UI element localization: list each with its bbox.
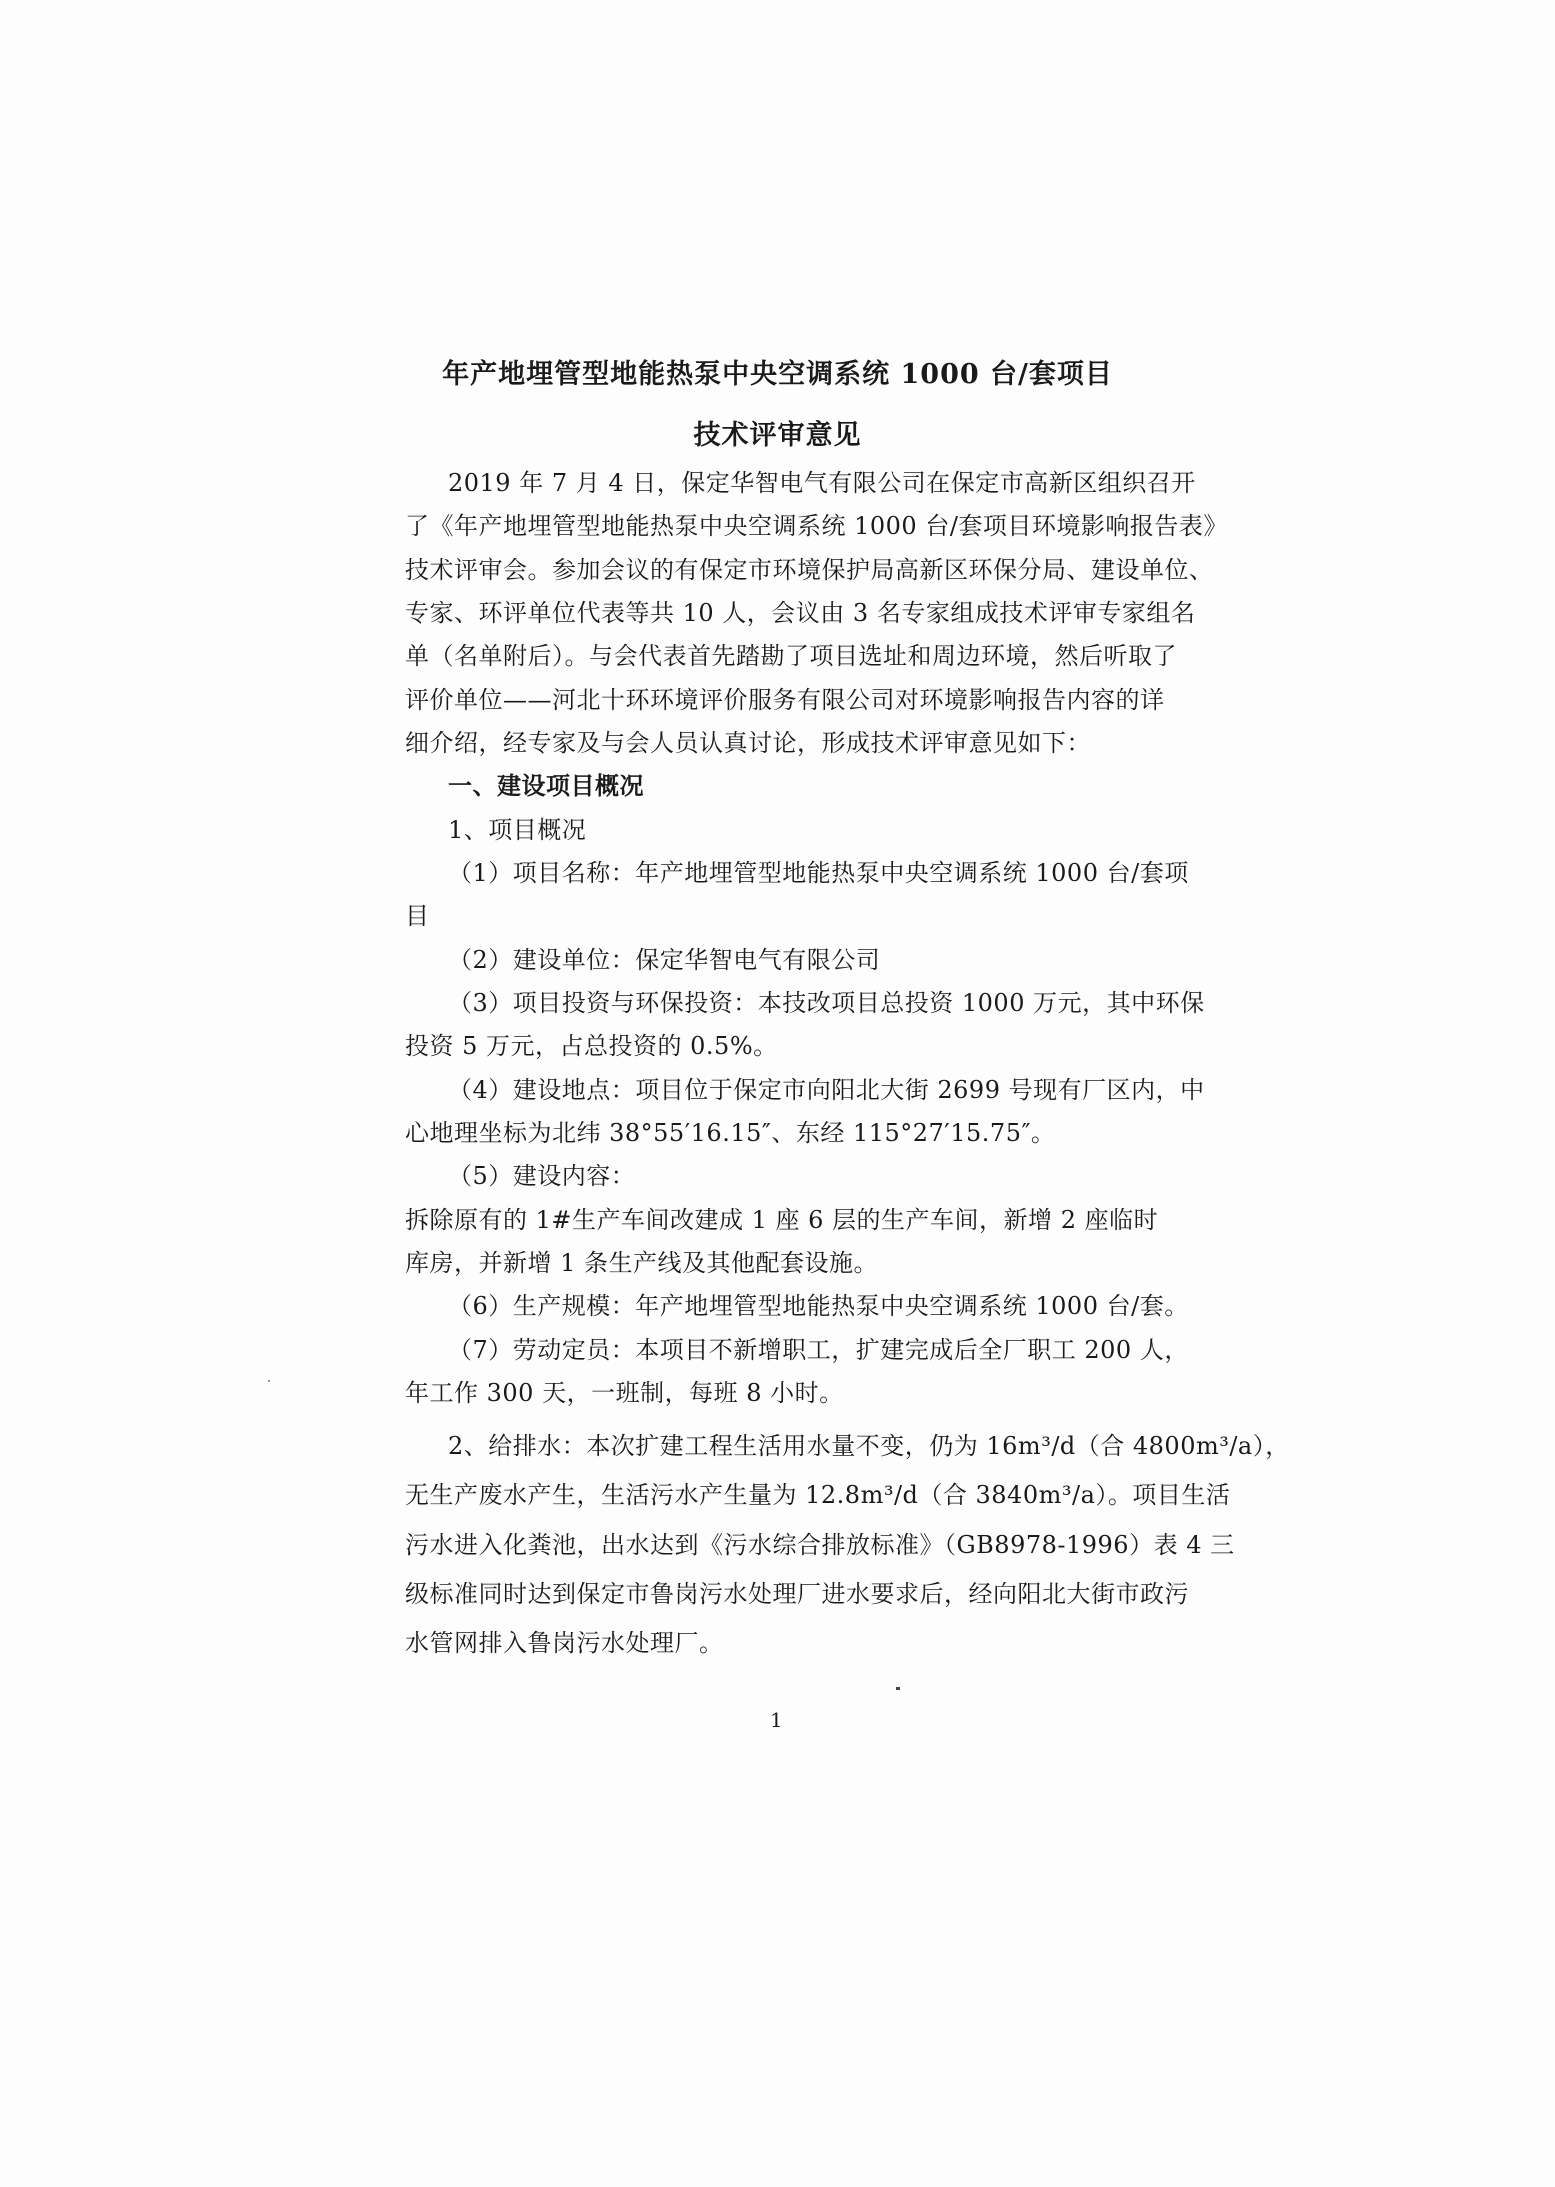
item-line-7: 心地理坐标为北纬 38°55′16.15″、东经 115°27′15.75″。 (405, 1119, 1056, 1147)
intro-line-1: 2019 年 7 月 4 日，保定华智电气有限公司在保定市高新区组织召开 (448, 469, 1196, 497)
item-line-6: （4）建设地点：项目位于保定市向阳北大街 2699 号现有厂区内，中 (448, 1076, 1205, 1104)
item-line-4: （3）项目投资与环保投资：本技改项目总投资 1000 万元，其中环保 (448, 989, 1205, 1017)
item-line-1: （1）项目名称：年产地埋管型地能热泵中央空调系统 1000 台/套项 (448, 859, 1189, 887)
intro-line-7: 细介绍，经专家及与会人员认真讨论，形成技术评审意见如下： (405, 729, 1091, 757)
subsection-heading: 1、项目概况 (448, 816, 587, 844)
document-title-line-2: 技术评审意见 (693, 420, 862, 451)
scan-speck (268, 1380, 270, 1382)
intro-line-5: 单（名单附后）。与会代表首先踏勘了项目选址和周边环境，然后听取了 (405, 642, 1177, 670)
intro-line-4: 专家、环评单位代表等共 10 人，会议由 3 名专家组成技术评审专家组名 (405, 599, 1196, 627)
item-line-11: （6）生产规模：年产地埋管型地能热泵中央空调系统 1000 台/套。 (448, 1292, 1189, 1320)
intro-line-3: 技术评审会。参加会议的有保定市环境保护局高新区环保分局、建设单位、 (405, 556, 1214, 584)
item-line-12: （7）劳动定员：本项目不新增职工，扩建完成后全厂职工 200 人， (448, 1336, 1189, 1364)
water-line-5: 水管网排入鲁岗污水处理厂。 (405, 1629, 724, 1657)
water-line-2: 无生产废水产生，生活污水产生量为 12.8m³/d（合 3840m³/a）。项目生活 (405, 1481, 1231, 1509)
item-line-2: 目 (405, 902, 430, 930)
item-line-8: （5）建设内容： (448, 1162, 636, 1190)
intro-line-6: 评价单位——河北十环环境评价服务有限公司对环境影响报告内容的详 (405, 686, 1165, 714)
item-line-10: 库房，并新增 1 条生产线及其他配套设施。 (405, 1249, 879, 1277)
page-number: 1 (770, 1708, 783, 1732)
item-line-3: （2）建设单位：保定华智电气有限公司 (448, 946, 881, 974)
intro-line-2: 了《年产地埋管型地能热泵中央空调系统 1000 台/套项目环境影响报告表》 (405, 512, 1228, 540)
section-heading: 一、建设项目概况 (448, 771, 644, 800)
document-title-line-1: 年产地埋管型地能热泵中央空调系统 1000 台/套项目 (442, 359, 1113, 390)
item-line-9: 拆除原有的 1#生产车间改建成 1 座 6 层的生产车间，新增 2 座临时 (405, 1206, 1159, 1234)
water-line-1: 2、给排水：本次扩建工程生活用水量不变，仍为 16m³/d（合 4800m³/a）， (448, 1432, 1290, 1460)
water-line-4: 级标准同时达到保定市鲁岗污水处理厂进水要求后，经向阳北大街市政污 (405, 1580, 1189, 1608)
item-line-5: 投资 5 万元，占总投资的 0.5%。 (405, 1032, 778, 1060)
item-line-13: 年工作 300 天，一班制，每班 8 小时。 (405, 1379, 844, 1407)
water-line-3: 污水进入化粪池，出水达到《污水综合排放标准》（GB8978-1996）表 4 三 (405, 1531, 1235, 1559)
scan-speck (896, 1687, 900, 1690)
